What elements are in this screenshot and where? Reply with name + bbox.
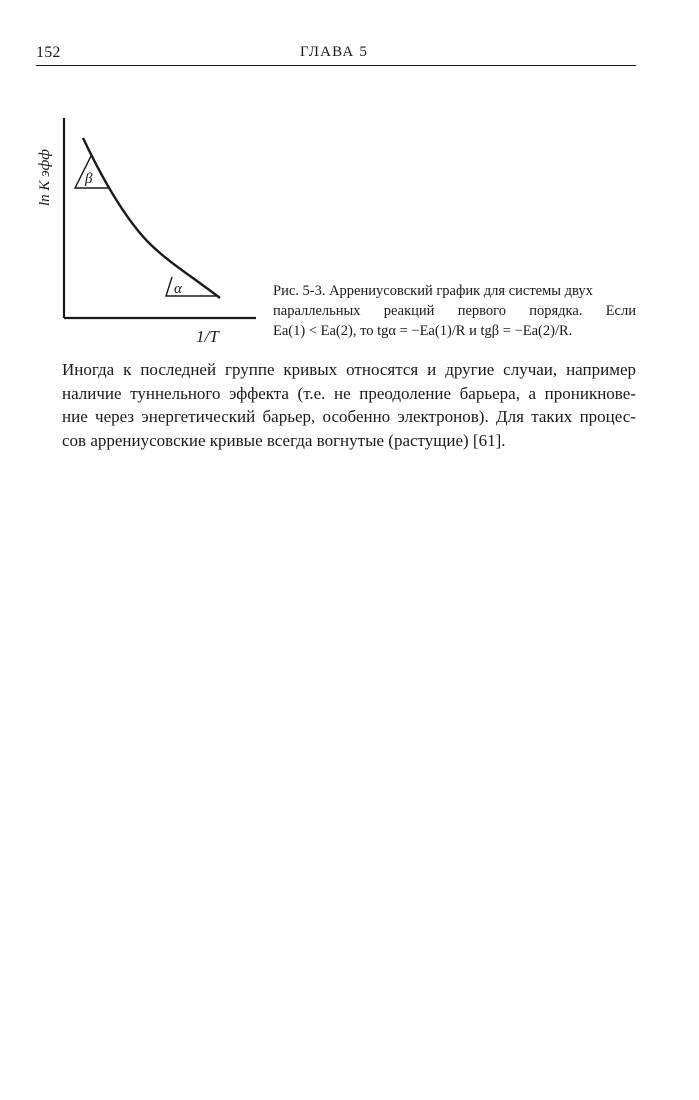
caption-line-1: Рис. 5-3. Аррениусовский график для системы двух [273, 283, 593, 299]
header-rule [36, 65, 636, 66]
arrhenius-figure [30, 110, 260, 350]
body-line-4: сов аррениусовские кривые всегда вогнутые (растущие) [61]. [62, 430, 506, 450]
arrhenius-plot [30, 110, 260, 350]
figure-caption [273, 281, 636, 341]
alpha-label: α [174, 281, 182, 297]
beta-angle-marker [75, 156, 110, 188]
running-head: ГЛАВА 5 [300, 44, 369, 60]
beta-label: β [85, 171, 93, 187]
y-axis-label: ln K эфф [37, 149, 53, 206]
caption-line-2: параллельных реакций первого порядка. Если [273, 303, 636, 319]
body-line-3: ние через энергетический барьер, особенно электронов). Для таких процес- [62, 407, 636, 426]
body-line-2: наличие туннельного эффекта (т.е. не преодоление барьера, а проникнове- [62, 383, 636, 403]
page-number: 152 [36, 44, 61, 61]
x-axis-label: 1/T [196, 327, 219, 346]
body-paragraph [62, 358, 636, 452]
caption-formula: Ea(1) < Ea(2), то tgα = −Ea(1)/R и tgβ = −Ea(2)/R. [273, 323, 573, 339]
body-line-1: Иногда к последней группе кривых относятся и другие случаи, например [62, 360, 636, 379]
arrhenius-curve [83, 138, 220, 298]
